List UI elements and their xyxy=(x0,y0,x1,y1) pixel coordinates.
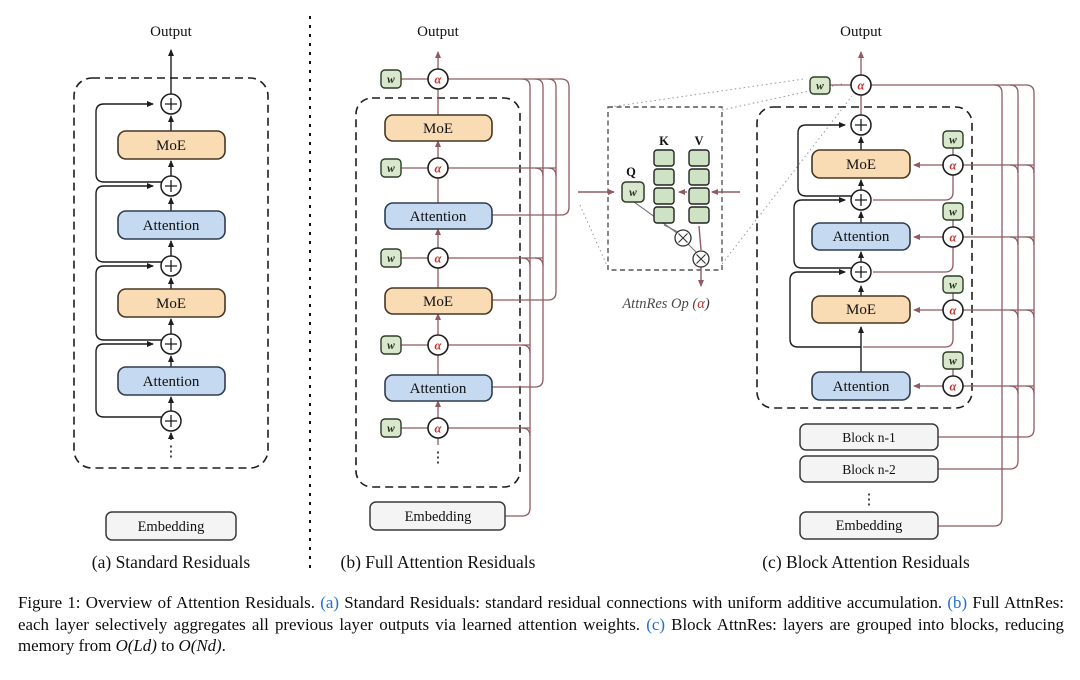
caption-math-nd: O(Nd) xyxy=(178,636,222,655)
caption-to: to xyxy=(161,636,175,655)
add-node xyxy=(161,94,181,114)
alpha-label: α xyxy=(434,251,442,266)
caption-a-tag: (a) xyxy=(320,593,339,612)
add-node xyxy=(161,256,181,276)
embedding-label: Embedding xyxy=(137,519,205,535)
panel-standard-residuals xyxy=(74,24,268,572)
rail-branch xyxy=(1010,165,1018,173)
add-node xyxy=(161,411,181,431)
matmul-node xyxy=(675,230,691,246)
panel-a-caption: (a) Standard Residuals xyxy=(91,552,251,572)
block-n2-label: Block n-2 xyxy=(842,462,896,477)
key-cell xyxy=(654,188,674,204)
attention-label: Attention xyxy=(832,229,890,245)
add-node xyxy=(161,176,181,196)
layer-output-rail xyxy=(492,79,543,387)
alpha-label: α xyxy=(857,78,865,93)
key-cell xyxy=(654,169,674,185)
w-label: w xyxy=(387,163,395,175)
alpha-label: α xyxy=(434,338,442,353)
rail-branch xyxy=(1026,237,1034,245)
alpha-label: α xyxy=(949,230,957,245)
key-label: K xyxy=(659,134,669,148)
w-label: w xyxy=(949,206,957,219)
output-label-c: Output xyxy=(840,24,882,40)
alpha-descender xyxy=(863,320,953,347)
alpha-label: α xyxy=(434,161,442,176)
w-label: w xyxy=(949,355,957,368)
caption-intro: Figure 1: Overview of Attention Residuals. xyxy=(18,593,315,612)
caption-math-ld: O(Ld) xyxy=(115,636,157,655)
output-label-b: Output xyxy=(417,24,459,40)
rail-branch xyxy=(1026,386,1034,394)
rail-branch xyxy=(522,258,530,266)
caption-a-text: Standard Residuals: standard residual connections with uniform additive accumulation. xyxy=(344,593,943,612)
alpha-label: α xyxy=(434,421,442,436)
rail-branch xyxy=(522,428,530,436)
vdots: ⋮ xyxy=(430,450,446,466)
moe-label: MoE xyxy=(156,138,186,154)
caption-b-tag: (b) xyxy=(947,593,968,612)
add-node xyxy=(851,262,871,282)
panel-b-caption: (b) Full Attention Residuals xyxy=(340,552,536,572)
rail-branch xyxy=(535,258,543,266)
attention-label: Attention xyxy=(832,379,890,395)
rail-branch xyxy=(522,345,530,353)
value-cell xyxy=(689,188,709,204)
caption-c-text: Block AttnRes: layers are grouped into blocks, reducing memory from xyxy=(18,614,1064,655)
rail-branch xyxy=(1026,165,1034,173)
alpha-label: α xyxy=(949,158,957,173)
vdots: ⋮ xyxy=(861,492,877,508)
moe-label: MoE xyxy=(423,294,453,310)
alpha-label: α xyxy=(949,379,957,394)
moe-label: MoE xyxy=(846,302,876,318)
panel-c-caption: (c) Block Attention Residuals xyxy=(762,552,970,572)
moe-label: MoE xyxy=(846,157,876,173)
panel-full-attention-residuals xyxy=(341,24,569,572)
attnres-op-text: AttnRes Op ( xyxy=(622,296,698,312)
zoom-connector xyxy=(610,79,804,107)
matmul-node xyxy=(693,251,709,267)
caption-b-text: Full AttnRes: each layer selectively aggregates all previous layer outputs via learned attention weights. xyxy=(18,593,1064,634)
layer-output-rail xyxy=(505,79,530,516)
vdots: ⋮ xyxy=(163,444,179,460)
alpha-label: α xyxy=(949,303,957,318)
attnres-op-label xyxy=(621,296,710,312)
rail-branch xyxy=(1010,310,1018,318)
caption-period: . xyxy=(221,636,226,655)
attention-label: Attention xyxy=(142,218,200,234)
query-label: Q xyxy=(626,165,636,179)
rail-branch xyxy=(535,168,543,176)
w-label: w xyxy=(949,134,957,147)
attention-label: Attention xyxy=(409,209,467,225)
alpha-label: α xyxy=(434,72,442,87)
attention-label: Attention xyxy=(409,381,467,397)
rail-branch xyxy=(1010,386,1018,394)
moe-label: MoE xyxy=(156,296,186,312)
value-cell xyxy=(689,169,709,185)
w-label: w xyxy=(387,340,395,352)
add-node xyxy=(851,115,871,135)
w-label: w xyxy=(949,279,957,292)
moe-label: MoE xyxy=(423,121,453,137)
embedding-label: Embedding xyxy=(835,518,903,534)
key-cell xyxy=(654,207,674,223)
attnres-close-paren: ) xyxy=(704,296,710,312)
value-cell xyxy=(689,150,709,166)
block-n1-label: Block n-1 xyxy=(842,430,896,445)
panel-block-attention-residuals xyxy=(757,24,1034,572)
rail-branch xyxy=(548,168,556,176)
previous-blocks-c xyxy=(800,424,938,539)
value-label: V xyxy=(694,134,704,148)
w-label: w xyxy=(387,253,395,265)
w-label: w xyxy=(387,423,395,435)
output-label-a: Output xyxy=(150,24,192,40)
zoom-connector xyxy=(580,205,608,268)
figure-caption xyxy=(18,592,1064,657)
w-label: w xyxy=(816,80,824,93)
w-label: w xyxy=(629,187,637,199)
w-label: w xyxy=(387,74,395,86)
key-cell xyxy=(654,150,674,166)
caption-c-tag: (c) xyxy=(646,614,665,634)
rail-branch xyxy=(1026,310,1034,318)
attnres-alpha-text: α xyxy=(697,296,705,312)
attention-label: Attention xyxy=(142,374,200,390)
rail-branch xyxy=(1010,237,1018,245)
value-cell xyxy=(689,207,709,223)
layer-output-rail xyxy=(492,79,556,300)
add-node xyxy=(161,334,181,354)
add-node xyxy=(851,190,871,210)
embedding-label: Embedding xyxy=(404,509,472,525)
